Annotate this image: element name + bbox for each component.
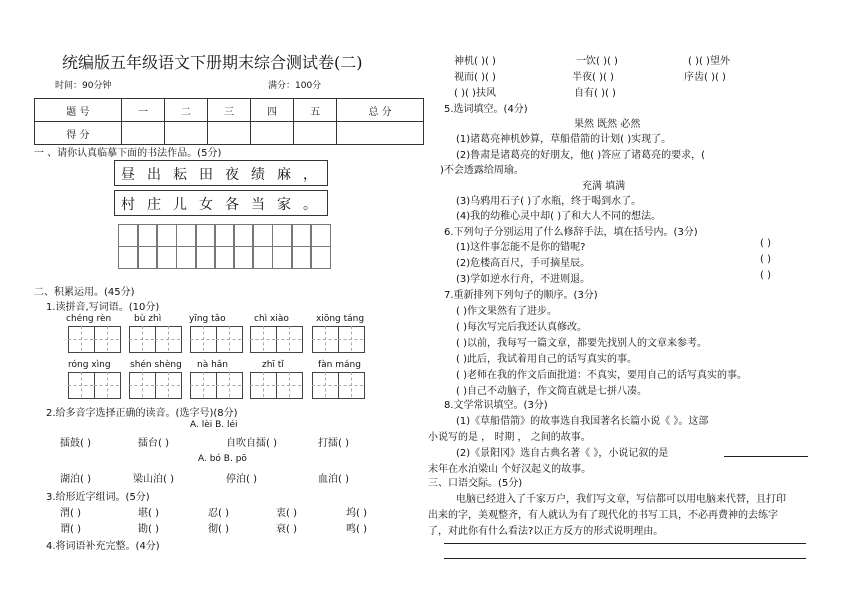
q5-title: 5.选词填空。(4分): [444, 104, 528, 115]
q8-line[interactable]: 末年在水泊梁山 个好汉起义的故事。: [428, 464, 592, 475]
practice-cell[interactable]: [118, 224, 139, 247]
q7-item[interactable]: ( )老师在我的作文后面批道：不真实，要用自己的话写真实的事。: [456, 370, 747, 381]
q5-sentence[interactable]: (2)鲁肃是诸葛亮的好朋友，他( )答应了诸葛亮的要求，(: [456, 150, 706, 161]
idiom-item[interactable]: 半夜( )( ): [572, 72, 614, 83]
box-guide: [289, 326, 290, 351]
calligraphy-char: 耘: [173, 167, 187, 183]
practice-cell[interactable]: [137, 246, 158, 269]
q3-item[interactable]: 彻( ): [208, 524, 229, 535]
time-label: 时间：90分钟: [55, 81, 112, 91]
pinyin: xiōng táng: [316, 314, 365, 324]
box-guide: [351, 372, 352, 397]
q6-answer[interactable]: ( ): [760, 270, 771, 281]
q6-item: (2)危楼高百尺，手可摘星辰。: [456, 258, 591, 269]
box-guide: [229, 326, 230, 351]
box-guide: [203, 326, 204, 351]
pinyin: fàn máng: [318, 360, 361, 370]
section-1-title: 一 、请你认真临摹下面的书法作品。(5分): [34, 148, 222, 159]
practice-cell[interactable]: [156, 246, 177, 269]
score-cell[interactable]: [207, 122, 250, 145]
idiom-item[interactable]: 神机( )( ): [454, 56, 496, 67]
calligraphy-char: 各: [225, 197, 239, 213]
practice-cell[interactable]: [233, 246, 254, 269]
q3-item[interactable]: 谓( ): [60, 524, 81, 535]
box-guide: [107, 326, 108, 351]
q3-item[interactable]: 勘( ): [138, 524, 159, 535]
calligraphy-char: 。: [303, 197, 317, 213]
idiom-item[interactable]: 序齿( )( ): [684, 72, 726, 83]
score-header: 总 分: [337, 99, 424, 122]
page-title: 统编版五年级语文下册期末综合测试卷(二): [62, 53, 363, 72]
box-guide: [142, 326, 143, 351]
q2-item[interactable]: 擂台( ): [138, 438, 169, 449]
calligraphy-char: 儿: [173, 197, 187, 213]
q3-item[interactable]: 忍( ): [208, 508, 229, 519]
idiom-item[interactable]: ( )( )扶风: [454, 88, 496, 99]
q3-title: 3.给形近字组词。(5分): [46, 492, 150, 503]
practice-cell[interactable]: [195, 246, 216, 269]
q2-item[interactable]: 自吹自擂( ): [226, 438, 277, 449]
q5-sentence[interactable]: )不会透露给周瑜。: [440, 165, 524, 176]
q2-item[interactable]: 血泊( ): [318, 474, 349, 485]
calligraphy-char: ，: [303, 167, 317, 183]
q7-item[interactable]: ( )此后，我试着用自己的话写真实的事。: [456, 354, 637, 365]
calligraphy-char: 出: [147, 167, 161, 183]
q7-item[interactable]: ( )自己不动脑子，作文简直就是七拼八凑。: [456, 386, 647, 397]
calligraphy-char: 麻: [277, 167, 291, 183]
q2-item[interactable]: 停泊( ): [226, 474, 257, 485]
q7-item[interactable]: ( )每次写完后我还认真修改。: [456, 322, 587, 333]
q8-line[interactable]: (1)《草船借箭》的故事选自我国著名长篇小说《 》。这部: [456, 416, 709, 427]
box-guide: [289, 372, 290, 397]
practice-cell[interactable]: [214, 224, 235, 247]
idiom-item[interactable]: 一饮( )( ): [576, 56, 618, 67]
q3-item[interactable]: 衰( ): [276, 524, 297, 535]
q6-title: 6.下列句子分别运用了什么修辞手法，填在括号内。(3分): [444, 227, 698, 238]
calligraphy-char: 夜: [225, 167, 239, 183]
calligraphy-char: 家: [277, 197, 291, 213]
score-cell[interactable]: [251, 122, 294, 145]
pinyin: yīng tǎo: [189, 314, 226, 324]
box-guide: [107, 372, 108, 397]
q2-item[interactable]: 擂鼓( ): [60, 438, 91, 449]
box-guide: [81, 372, 82, 397]
q7-item[interactable]: ( )以前，我每写一篇文章，都要先找别人的文章来参考。: [456, 338, 707, 349]
box-guide: [229, 372, 230, 397]
box-guide: [325, 326, 326, 351]
pinyin: shén shèng: [130, 360, 182, 370]
pinyin: chì xiào: [254, 314, 289, 324]
score-row-label: 得 分: [35, 122, 122, 145]
practice-cell[interactable]: [176, 224, 197, 247]
q8-line[interactable]: 小说写的是 ， 时期 ， 之间的故事。: [428, 432, 591, 443]
pinyin: róng xìng: [68, 360, 111, 370]
q8-title: 8.文学常识填空。(3分): [444, 400, 548, 411]
box-guide: [168, 326, 169, 351]
answer-underline: [724, 456, 808, 457]
sec3-paragraph: 电脑已经进入了千家万户，我们写文章，写信都可以用电脑来代替，且打印: [456, 494, 786, 505]
practice-cell[interactable]: [272, 246, 293, 269]
q3-item[interactable]: 坞( ): [346, 508, 367, 519]
box-guide: [263, 372, 264, 397]
q2-item[interactable]: 梁山泊( ): [133, 474, 174, 485]
q6-item: (1)这件事怎能不是你的错呢?: [456, 242, 586, 253]
score-cell[interactable]: [121, 122, 164, 145]
practice-cell[interactable]: [137, 224, 158, 247]
practice-cell[interactable]: [214, 246, 235, 269]
q2-options-b: A. bó B. pō: [198, 454, 247, 464]
calligraphy-char: 绩: [251, 167, 265, 183]
score-label: 满分：100分: [268, 81, 322, 91]
q6-answer[interactable]: ( ): [760, 254, 771, 265]
practice-cell[interactable]: [310, 224, 331, 247]
q5-word-bank-2: 充满 填满: [582, 181, 626, 192]
box-guide: [142, 372, 143, 397]
calligraphy-char: 田: [199, 167, 213, 183]
practice-cell[interactable]: [310, 246, 331, 269]
calligraphy-char: 当: [251, 197, 265, 213]
score-header: 一: [121, 99, 164, 122]
q2-title: 2.给多音字选择正确的读音。(选字号)(8分): [46, 408, 238, 419]
box-guide: [203, 372, 204, 397]
practice-cell[interactable]: [291, 224, 312, 247]
q5-word-bank-1: 果然 既然 必然: [574, 119, 641, 130]
section-3-title: 三、口语交际。(5分): [428, 478, 523, 489]
practice-cell[interactable]: [233, 224, 254, 247]
score-cell[interactable]: [337, 122, 424, 145]
pinyin: zhī tǐ: [262, 360, 284, 370]
calligraphy-char: 庄: [147, 197, 161, 213]
sec3-paragraph: 出来的字，美观整齐，有人就认为有了现代化的书写工具，不必再费神的去练字: [428, 510, 778, 521]
answer-line[interactable]: [444, 543, 806, 544]
q5-sentence[interactable]: (1)诸葛亮神机妙算，草船借箭的计划( )实现了。: [456, 134, 672, 145]
score-cell[interactable]: [164, 122, 207, 145]
answer-line[interactable]: [444, 558, 806, 559]
box-guide: [351, 326, 352, 351]
score-header: 题 号: [35, 99, 122, 122]
practice-cell[interactable]: [118, 246, 139, 269]
q7-item[interactable]: ( )作文果然有了进步。: [456, 306, 557, 317]
sec3-paragraph: 了，对此你有什么看法?以正方反方的形式说明理由。: [428, 526, 664, 537]
q2-item[interactable]: 打擂( ): [318, 438, 349, 449]
calligraphy-char: 女: [199, 197, 213, 213]
q6-answer[interactable]: ( ): [760, 238, 771, 249]
practice-cell[interactable]: [176, 246, 197, 269]
calligraphy-char: 村: [121, 197, 135, 213]
box-guide: [168, 372, 169, 397]
score-table: [34, 98, 424, 145]
q6-item: (3)学如逆水行舟，不进则退。: [456, 274, 591, 285]
q2-item[interactable]: 湖泊( ): [60, 474, 91, 485]
practice-cell[interactable]: [252, 224, 273, 247]
score-header: 二: [164, 99, 207, 122]
calligraphy-char: 昼: [121, 167, 135, 183]
score-header: 三: [207, 99, 250, 122]
score-header: 四: [251, 99, 294, 122]
q3-item[interactable]: 堪( ): [138, 508, 159, 519]
idiom-item[interactable]: ( )( )望外: [688, 56, 730, 67]
q5-sentence[interactable]: (4)我的幼稚心灵中却( )了和大人不同的想法。: [456, 211, 662, 222]
score-header: 五: [294, 99, 337, 122]
box-guide: [325, 372, 326, 397]
pinyin: nà hǎn: [197, 360, 229, 370]
pinyin: chéng rèn: [66, 314, 112, 324]
q3-item[interactable]: 衷( ): [276, 508, 297, 519]
practice-cell[interactable]: [156, 224, 177, 247]
q8-line[interactable]: (2)《景阳冈》选自古典名著《 》，小说记叙的是: [456, 448, 669, 459]
q2-options-a: A. lèi B. léi: [190, 420, 238, 430]
practice-cell[interactable]: [195, 224, 216, 247]
idiom-item[interactable]: 自有( )( ): [574, 88, 616, 99]
box-guide: [81, 326, 82, 351]
q5-sentence[interactable]: (3)乌鸦用石子( )了水瓶，终于喝到水了。: [456, 196, 642, 207]
pinyin: bù zhì: [134, 314, 162, 324]
q4-title: 4.将词语补充完整。(4分): [46, 541, 160, 552]
q1-title: 1.读拼音,写词语。(10分): [46, 302, 160, 313]
practice-cell[interactable]: [291, 246, 312, 269]
score-cell[interactable]: [294, 122, 337, 145]
practice-cell[interactable]: [252, 246, 273, 269]
q3-item[interactable]: 鸣( ): [346, 524, 367, 535]
idiom-item[interactable]: 视而( )( ): [454, 72, 496, 83]
box-guide: [263, 326, 264, 351]
q3-item[interactable]: 渭( ): [60, 508, 81, 519]
practice-cell[interactable]: [272, 224, 293, 247]
section-2-title: 二、积累运用。(45分): [34, 287, 135, 298]
q7-title: 7.重新排列下列句子的顺序。(3分): [444, 290, 598, 301]
